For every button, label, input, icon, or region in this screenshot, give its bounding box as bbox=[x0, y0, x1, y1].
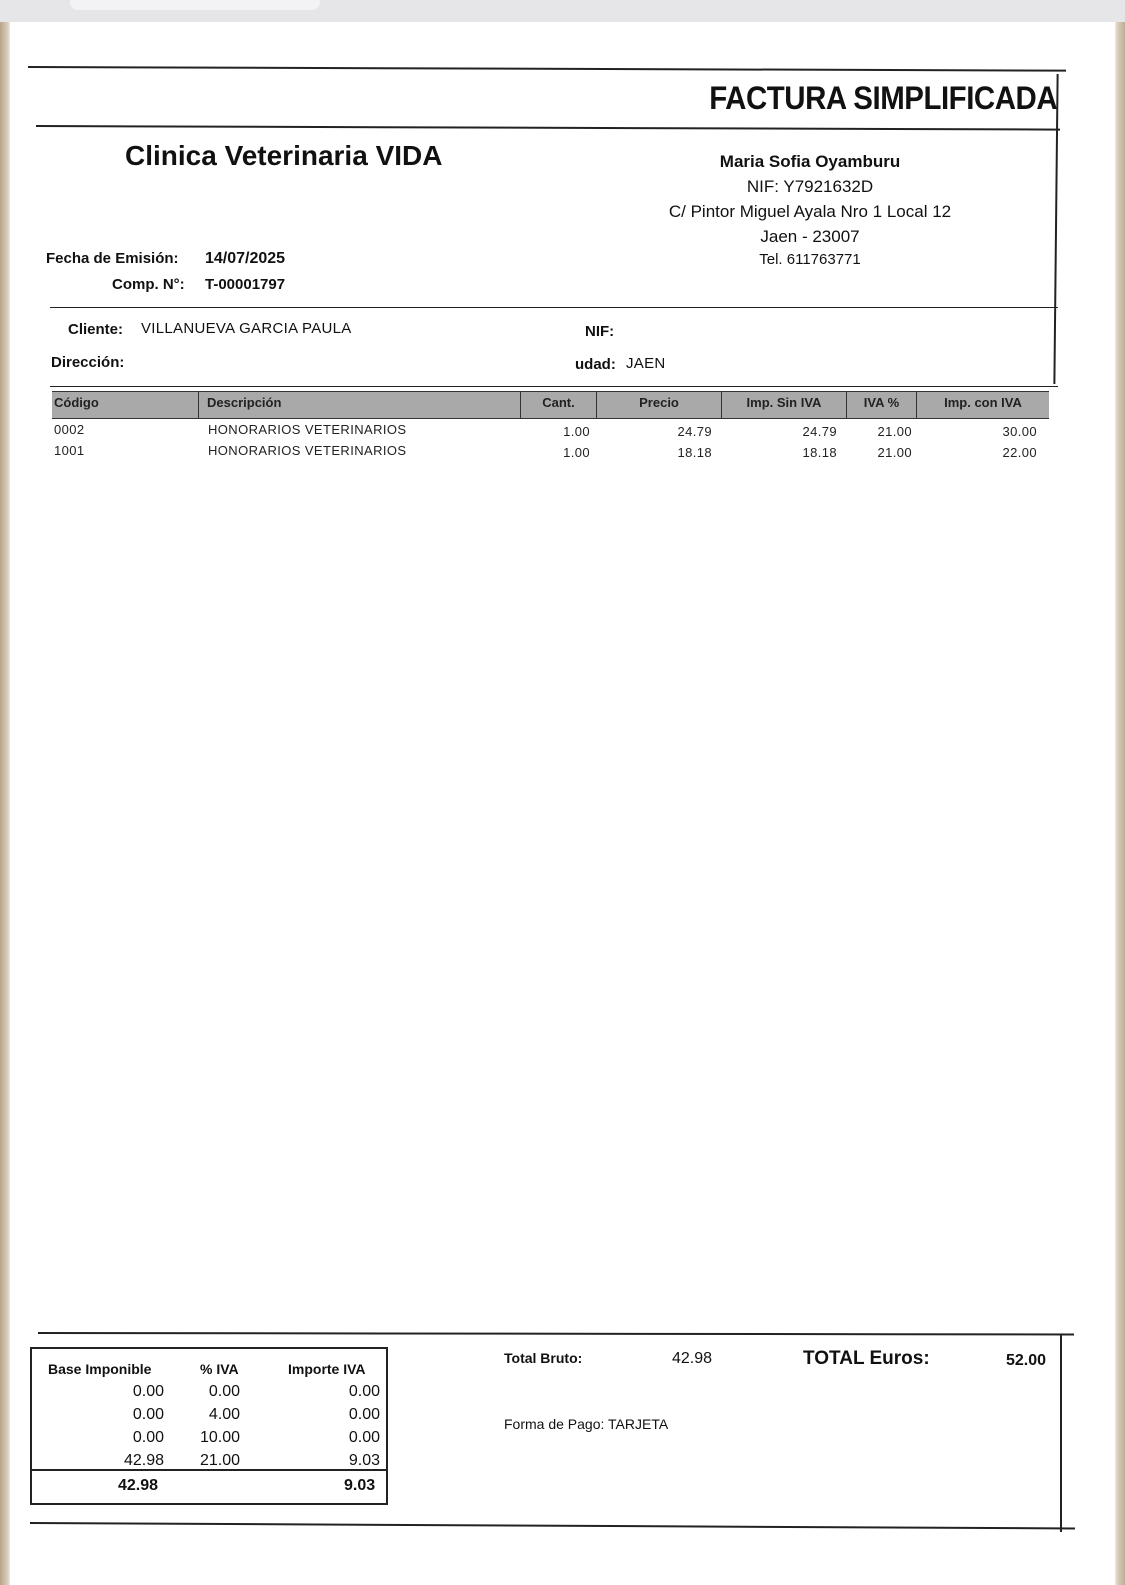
row-gross: 30.00 bbox=[1002, 424, 1037, 439]
title-rule bbox=[36, 125, 1060, 131]
col-description: Descripción bbox=[199, 392, 521, 418]
tax-summary-box bbox=[30, 1347, 388, 1505]
client-nif-label: NIF: bbox=[585, 323, 615, 340]
tax-rate: 4.00 bbox=[208, 1406, 240, 1423]
issue-date-label: Fecha de Emisión: bbox=[46, 250, 179, 267]
row-price: 24.79 bbox=[677, 424, 712, 439]
tax-amount: 9.03 bbox=[348, 1452, 380, 1469]
issue-date: 14/07/2025 bbox=[205, 250, 286, 267]
total-euros-value: 52.00 bbox=[1006, 1352, 1047, 1369]
client-label: Cliente: bbox=[68, 321, 124, 338]
invoice-number: T-00001797 bbox=[205, 276, 286, 293]
tax-total-base: 42.98 bbox=[118, 1477, 159, 1494]
tax-base: 0.00 bbox=[132, 1383, 164, 1400]
row-net: 18.18 bbox=[802, 445, 837, 460]
tax-amount: 0.00 bbox=[348, 1383, 380, 1400]
row-description: HONORARIOS VETERINARIOS bbox=[208, 443, 407, 458]
row-vat: 21.00 bbox=[877, 424, 912, 439]
client-city-label: udad: bbox=[575, 356, 616, 373]
row-description: HONORARIOS VETERINARIOS bbox=[208, 422, 407, 437]
tax-rate: 10.00 bbox=[199, 1429, 240, 1446]
row-qty: 1.00 bbox=[563, 424, 590, 439]
footer-bottom-rule bbox=[30, 1522, 1075, 1529]
invoice-page bbox=[10, 22, 1115, 1585]
tax-amount: 0.00 bbox=[348, 1429, 380, 1446]
browser-top-bar bbox=[0, 0, 1125, 22]
footer-top-rule bbox=[38, 1332, 1074, 1335]
issuer-block bbox=[650, 152, 970, 268]
row-gross: 22.00 bbox=[1002, 445, 1037, 460]
tax-total-vat: 9.03 bbox=[344, 1477, 376, 1494]
issuer-phone: Tel. 611763771 bbox=[759, 251, 861, 268]
row-qty: 1.00 bbox=[563, 445, 590, 460]
top-rule bbox=[28, 66, 1066, 72]
col-gross: Imp. con IVA bbox=[944, 395, 1022, 410]
row-net: 24.79 bbox=[802, 424, 837, 439]
top-tab-shape bbox=[70, 0, 320, 10]
tax-col-rate: % IVA bbox=[200, 1361, 239, 1377]
clinic-name: Clinica Veterinaria VIDA bbox=[125, 140, 443, 171]
items-table-header bbox=[52, 391, 1049, 419]
header-right-border bbox=[1053, 74, 1058, 384]
client-bottom-rule bbox=[50, 386, 1058, 387]
tax-base: 0.00 bbox=[132, 1429, 164, 1446]
footer-right-border bbox=[1060, 1334, 1062, 1532]
payment-method: Forma de Pago: TARJETA bbox=[504, 1416, 669, 1432]
row-price: 18.18 bbox=[677, 445, 712, 460]
col-net: Imp. Sin IVA bbox=[722, 392, 847, 418]
row-vat: 21.00 bbox=[877, 445, 912, 460]
issuer-address: C/ Pintor Miguel Ayala Nro 1 Local 12 bbox=[668, 202, 952, 221]
issuer-name: Maria Sofia Oyamburu bbox=[719, 152, 901, 171]
tax-rate: 0.00 bbox=[208, 1383, 240, 1400]
row-code: 0002 bbox=[54, 422, 85, 437]
tax-total-separator bbox=[32, 1469, 386, 1471]
col-qty: Cant. bbox=[521, 392, 597, 418]
tax-col-amount: Importe IVA bbox=[288, 1361, 366, 1377]
tax-base: 0.00 bbox=[132, 1406, 164, 1423]
client-name: VILLANUEVA GARCIA PAULA bbox=[141, 320, 352, 337]
client-top-rule bbox=[50, 307, 1058, 308]
issuer-nif: NIF: Y7921632D bbox=[746, 177, 874, 196]
col-price: Precio bbox=[597, 392, 722, 418]
document-type-title: FACTURA SIMPLIFICADA bbox=[709, 80, 1057, 116]
invoice-number-label: Comp. N°: bbox=[112, 276, 185, 293]
issuer-city: Jaen - 23007 bbox=[760, 227, 860, 246]
client-city: JAEN bbox=[626, 355, 666, 372]
total-euros-label: TOTAL Euros: bbox=[803, 1348, 930, 1369]
tax-amount: 0.00 bbox=[348, 1406, 380, 1423]
gross-total-label: Total Bruto: bbox=[504, 1350, 583, 1366]
tax-base: 42.98 bbox=[123, 1452, 164, 1469]
col-vat: IVA % bbox=[847, 392, 917, 418]
gross-total-value: 42.98 bbox=[672, 1350, 713, 1367]
col-code: Código bbox=[52, 392, 199, 418]
tax-col-base: Base Imponible bbox=[48, 1361, 152, 1377]
tax-rate: 21.00 bbox=[199, 1452, 240, 1469]
client-address-label: Dirección: bbox=[51, 354, 125, 371]
row-code: 1001 bbox=[54, 443, 85, 458]
